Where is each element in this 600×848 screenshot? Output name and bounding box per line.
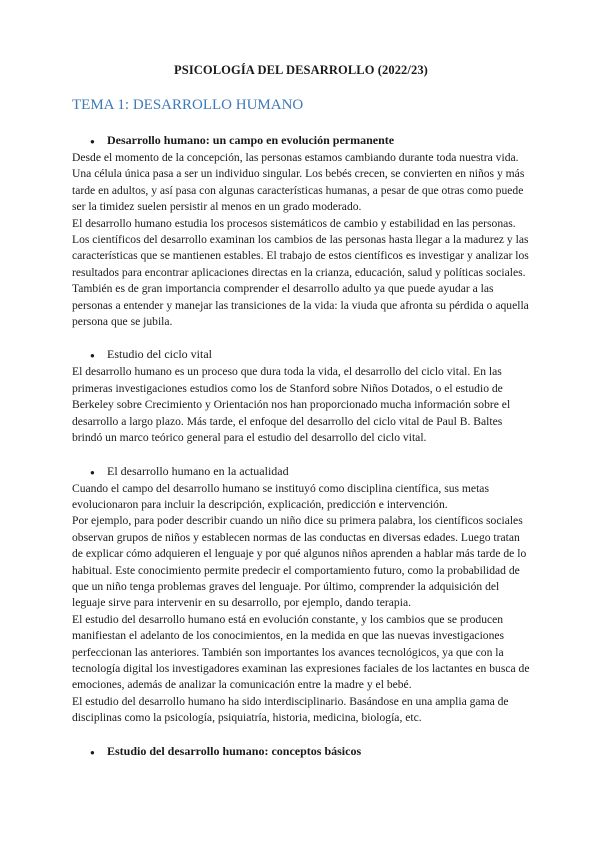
paragraph: También es de gran importancia comprender el desarrollo adulto ya que puede ayudar a las personas a entender y manejar las transiciones de la vida: la viuda que afronta su pérdida o aquella persona que se jubila. [72, 282, 529, 329]
section-heading: ● Estudio del desarrollo humano: conceptos básicos [72, 743, 530, 761]
section-conceptos-basicos [72, 743, 530, 761]
paragraph: El estudio del desarrollo humano está en evolución constante, y los cambios que se producen manifiestan el adelanto de los conocimientos, en la medida en que las nuevas investigaciones perfeccionan las anteriores. También son importantes los avances tecnológicos, ya que con la tecnología digital los investigadores examinan las expresiones faciales de los lactantes en busca de emociones, además de analizar la comunicación entre la madre y el bebé. [72, 612, 530, 692]
section-desarrollo-humano [72, 132, 530, 330]
paragraph: Cuando el campo del desarrollo humano se instituyó como disciplina científica, sus metas evolucionaron para incluir la descripción, explicación, predicción e intervención. [72, 481, 489, 511]
section-ciclo-vital [72, 346, 530, 446]
document-title: PSICOLOGÍA DEL DESARROLLO (2022/23) [174, 63, 428, 77]
section-heading: ● Estudio del ciclo vital [72, 346, 530, 364]
bullet-icon: ● [90, 467, 95, 477]
tema-heading: TEMA 1: DESARROLLO HUMANO [72, 97, 304, 113]
section-actualidad [72, 463, 530, 727]
paragraph: El desarrollo humano estudia los procesos sistemáticos de cambio y estabilidad en las personas. Los científicos del desarrollo examinan los cambios de las personas hasta llegar a la madurez y las características que se mantienen estables. El trabajo de estos científicos es investigar y analizar los resultados para encontrar aplicaciones directas en la crianza, educación, salud y políticas sociales. [72, 216, 529, 279]
paragraph: El desarrollo humano es un proceso que dura toda la vida, el desarrollo del ciclo vital. En las primeras investigaciones estudios como los de Stanford sobre Niños Dotados, o el estudio de Berkeley sobre Crecimiento y Orientación nos han proporcionado mucha información sobre el desarrollo a largo plazo. Más tarde, el enfoque del desarrollo del ciclo vital de Paul B. Baltes brindó un marco teórico general para el estudio del desarrollo del ciclo vital. [72, 365, 511, 445]
document-page [72, 62, 530, 761]
paragraph: Desde el momento de la concepción, las personas estamos cambiando durante toda nuestra vida. Una célula única pasa a ser un individuo singular. Los bebés crecen, se convierten en niños y más tarde en adultos, y así pasa con algunas características humanas, a pesar de que otras como puede ser la timidez suelen persistir al menos en un grado moderado. [72, 151, 525, 214]
bullet-icon: ● [90, 137, 95, 146]
paragraph: Por ejemplo, para poder describir cuando un niño dice su primera palabra, los científicos sociales observan grupos de niños y establecen normas de las conductas en diversas edades. Luego tratan de explicar cómo adquieren el lenguaje y por qué algunos niños aprenden a hablar más tarde de lo habitual. Este conocimiento permite predecir el comportamiento futuro, como la probabilidad de que un niño tenga problemas graves del lenguaje. Por último, comprender la adquisición del leguaje sirve para intervenir en su desarrollo, por ejemplo, dando terapia. [72, 514, 527, 610]
bullet-icon: ● [90, 747, 95, 757]
bullet-icon: ● [90, 351, 95, 361]
section-heading: ● El desarrollo humano en la actualidad [72, 463, 530, 481]
section-heading: ● Desarrollo humano: un campo en evolución permanente [72, 132, 530, 150]
paragraph: El estudio del desarrollo humano ha sido interdisciplinario. Basándose en una amplia gama de disciplinas como la psicología, psiquiatría, historia, medicina, biología, etc. [72, 694, 509, 725]
